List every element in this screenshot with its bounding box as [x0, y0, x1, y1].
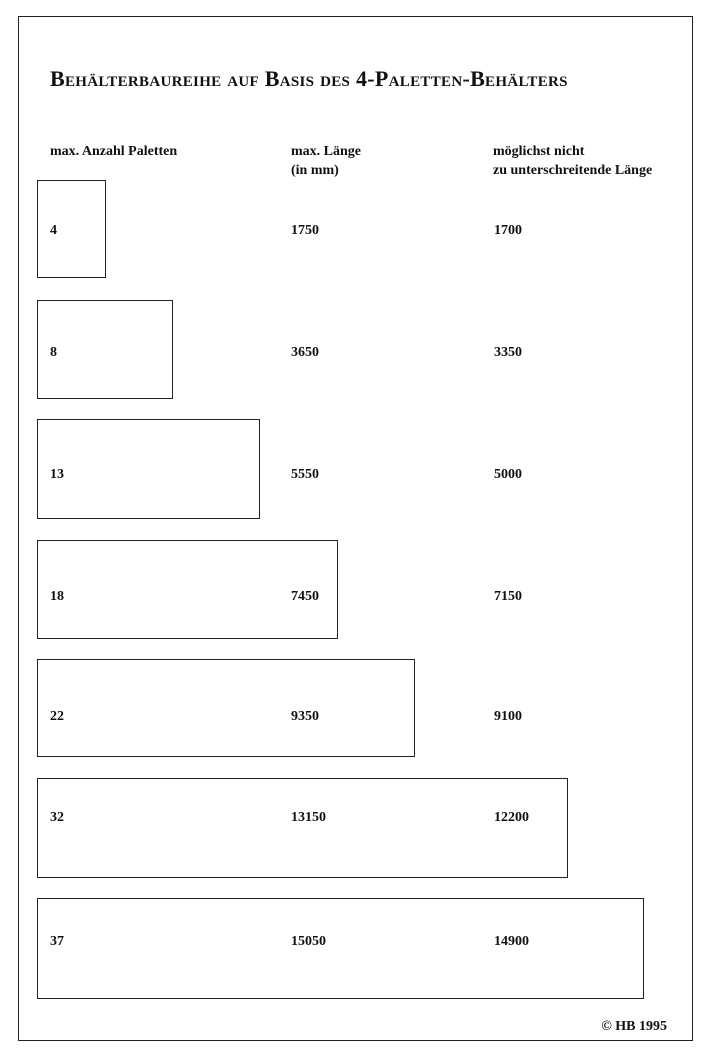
- container-box-37: [37, 898, 644, 999]
- min-length-value: 7150: [494, 589, 522, 604]
- min-length-value: 5000: [494, 467, 522, 482]
- container-box-4: [37, 180, 106, 278]
- max-length-value: 9350: [291, 709, 319, 724]
- column-header-max-length-line1: max. Länge: [291, 144, 361, 159]
- column-header-min-length: [493, 142, 652, 180]
- column-header-max-length-line2: (in mm): [291, 163, 339, 178]
- column-header-pallets-label: max. Anzahl Paletten: [50, 144, 178, 159]
- column-header-min-length-line1: möglichst nicht: [493, 144, 585, 159]
- min-length-value: 9100: [494, 709, 522, 724]
- column-header-pallets: [50, 142, 177, 161]
- container-box-8: [37, 300, 173, 399]
- container-box-32: [37, 778, 568, 878]
- max-length-value: 5550: [291, 467, 319, 482]
- min-length-value: 1700: [494, 223, 522, 238]
- min-length-value: 3350: [494, 345, 522, 360]
- max-length-value: 13150: [291, 810, 326, 825]
- min-length-value: 14900: [494, 934, 529, 949]
- column-header-max-length: [291, 142, 361, 180]
- container-box-13: [37, 419, 260, 519]
- min-length-value: 12200: [494, 810, 529, 825]
- page-title: Behälterbaureihe auf Basis des 4-Paletten-Behälters: [50, 66, 568, 91]
- pallet-count: 8: [50, 345, 57, 360]
- max-length-value: 15050: [291, 934, 326, 949]
- pallet-count: 13: [50, 467, 64, 482]
- pallet-count: 22: [50, 709, 64, 724]
- pallet-count: 32: [50, 810, 64, 825]
- pallet-count: 37: [50, 934, 64, 949]
- max-length-value: 1750: [291, 223, 319, 238]
- container-box-22: [37, 659, 415, 757]
- pallet-count: 4: [50, 223, 57, 238]
- column-header-min-length-line2: zu unterschreitende Länge: [493, 163, 653, 178]
- copyright-footer: © HB 1995: [601, 1019, 667, 1034]
- pallet-count: 18: [50, 589, 64, 604]
- max-length-value: 3650: [291, 345, 319, 360]
- max-length-value: 7450: [291, 589, 319, 604]
